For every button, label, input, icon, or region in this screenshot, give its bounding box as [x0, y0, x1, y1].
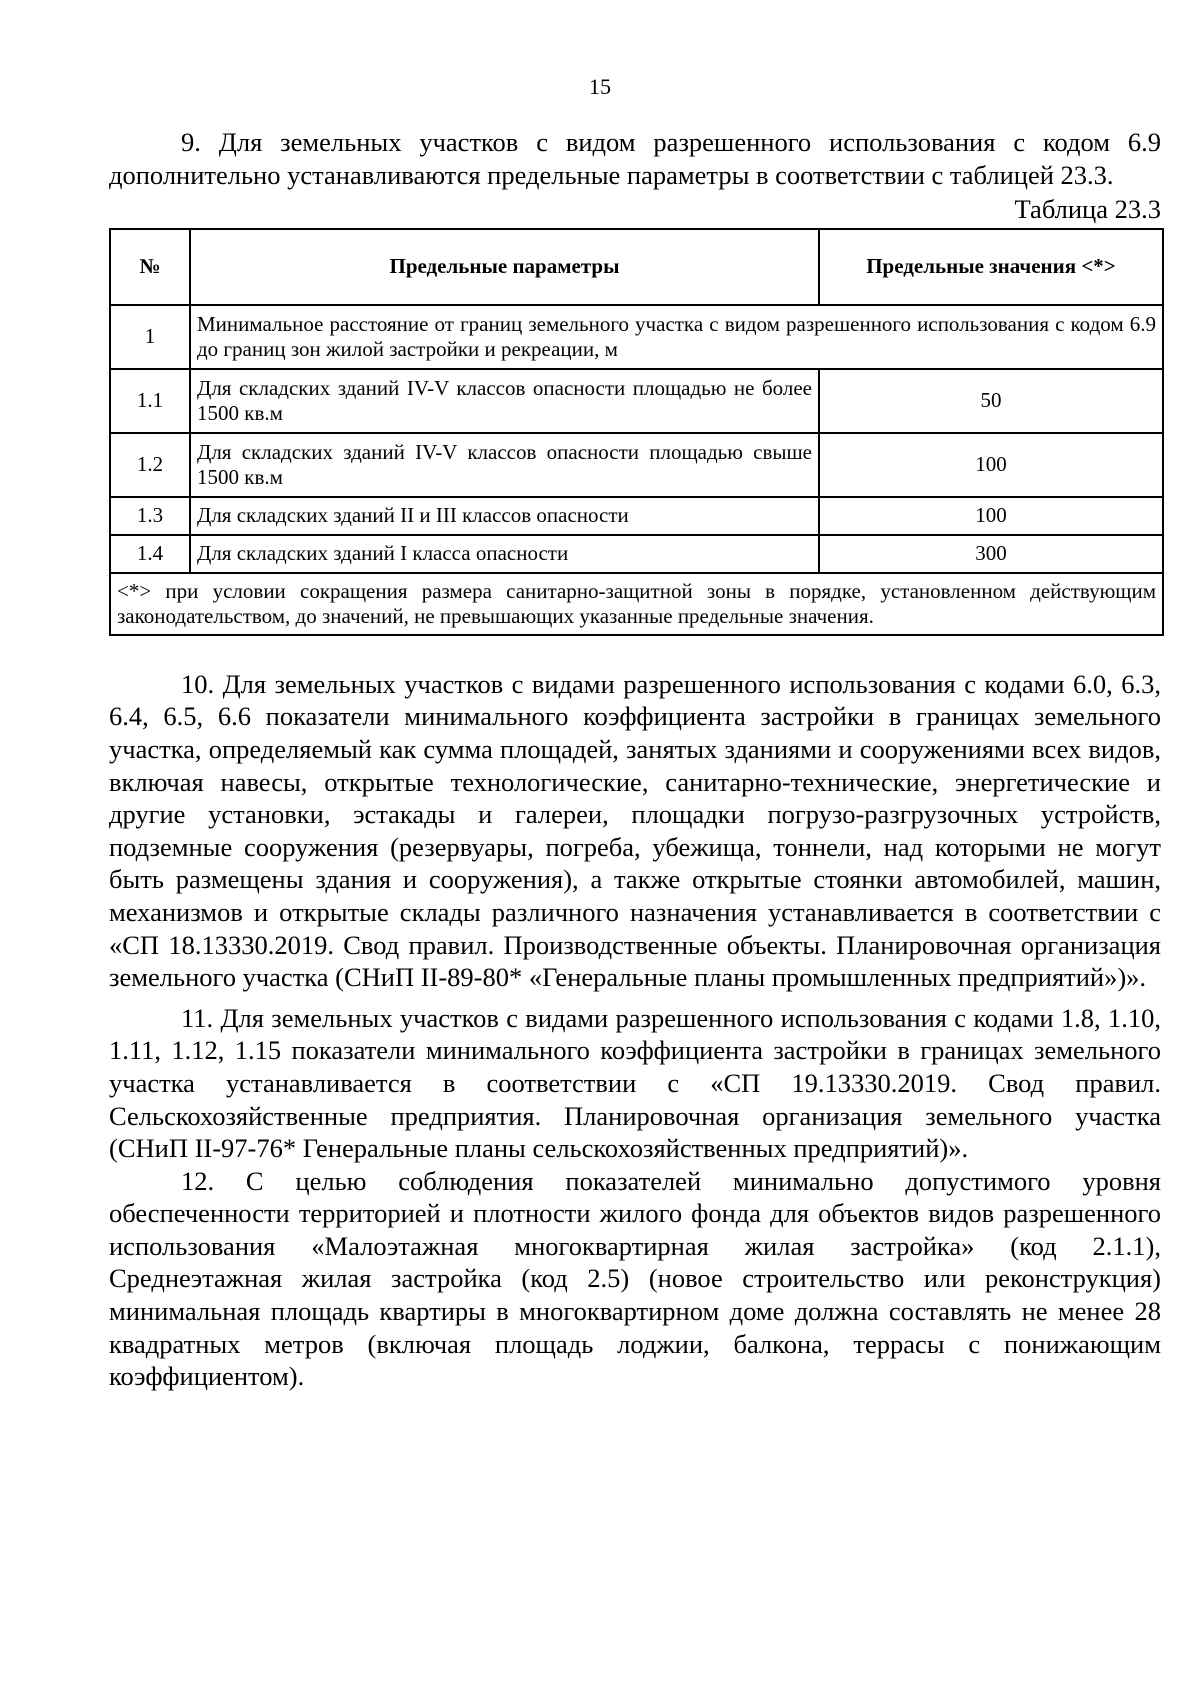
row-parameter: Для складских зданий I класса опасности: [190, 535, 819, 573]
row-parameter: Для складских зданий IV-V классов опасности площадью свыше 1500 кв.м: [190, 433, 819, 497]
table-row: [110, 535, 1163, 573]
row-number: 1.4: [110, 535, 190, 573]
table-row: [110, 433, 1163, 497]
table-row: [110, 497, 1163, 535]
header-values: Предельные значения <*>: [819, 229, 1163, 305]
table-header-row: [110, 229, 1163, 305]
row-value: 100: [819, 497, 1163, 535]
page-number: 15: [589, 74, 611, 99]
table-footnote-row: [110, 573, 1163, 635]
row-value: 50: [819, 369, 1163, 433]
header-number: №: [110, 229, 190, 305]
row-parameter: Для складских зданий II и III классов опасности: [190, 497, 819, 535]
paragraph-11: 11. Для земельных участков с видами разрешенного использования с кодами 1.8, 1.10, 1.11, 1.12, 1.15 показатели минимального коэффициента застройки в границах земельного участка устанавливается в соответствии с «СП 19.13330.2019. Свод правил. Сельскохозяйственные предприятия. Планировочная организация земельного участка (СНиП II-97-76* Генеральные планы сельскохозяйственных предприятий)».: [109, 1002, 1161, 1164]
paragraph-9: 9. Для земельных участков с видом разрешенного использования с кодом 6.9 дополнительно устанавливаются предельные параметры в соответствии с таблицей 23.3.: [109, 127, 1161, 190]
page-content: [109, 126, 1161, 1393]
row-number: 1.1: [110, 369, 190, 433]
limits-table: [109, 228, 1164, 636]
table-row: [110, 369, 1163, 433]
header-parameters: Предельные параметры: [190, 229, 819, 305]
row-number: 1.2: [110, 433, 190, 497]
row-number: 1: [110, 305, 190, 369]
paragraph-10: 10. Для земельных участков с видами разрешенного использования с кодами 6.0, 6.3, 6.4, 6.5, 6.6 показатели минимального коэффициента застройки в границах земельного участка, определяемый как сумма площадей, занятых зданиями и сооружениями всех видов, включая навесы, открытые технологические, санитарно-технические, энергетические и другие установки, эстакады и галереи, площадки погрузо-разгрузочных устройств, подземные сооружения (резервуары, погреба, убежища, тоннели, над которыми не могут быть размещены здания и сооружения), а также открытые стоянки автомобилей, машин, механизмов и открытые склады различного назначения устанавливается в соответствии с «СП 18.13330.2019. Свод правил. Производственные объекты. Планировочная организация земельного участка (СНиП II-89-80* «Генеральные планы промышленных предприятий»)».: [109, 668, 1161, 993]
row-value: 100: [819, 433, 1163, 497]
row-value: 300: [819, 535, 1163, 573]
table-row: [110, 305, 1163, 369]
paragraph-12: 12. С целью соблюдения показателей минимально допустимого уровня обеспеченности территорией и плотности жилого фонда для объектов видов разрешенного использования «Малоэтажная многоквартирная жилая застройка» (код 2.1.1), Среднеэтажная жилая застройка (код 2.5) (новое строительство или реконструкция) минимальная площадь квартиры в многоквартирном доме должна составлять не менее 28 квадратных метров (включая площадь лоджии, балкона, террасы с понижающим коэффициентом).: [109, 1165, 1161, 1392]
row-parameter: Минимальное расстояние от границ земельного участка с видом разрешенного использования с кодом 6.9 до границ зон жилой застройки и рекреации, м: [190, 305, 1163, 369]
row-parameter: Для складских зданий IV-V классов опасности площадью не более 1500 кв.м: [190, 369, 819, 433]
table-footnote: <*> при условии сокращения размера санитарно-защитной зоны в порядке, установленном действующим законодательством, до значений, не превышающих указанные предельные значения.: [110, 573, 1163, 635]
row-number: 1.3: [110, 497, 190, 535]
table-caption: Таблица 23.3: [1014, 194, 1161, 225]
